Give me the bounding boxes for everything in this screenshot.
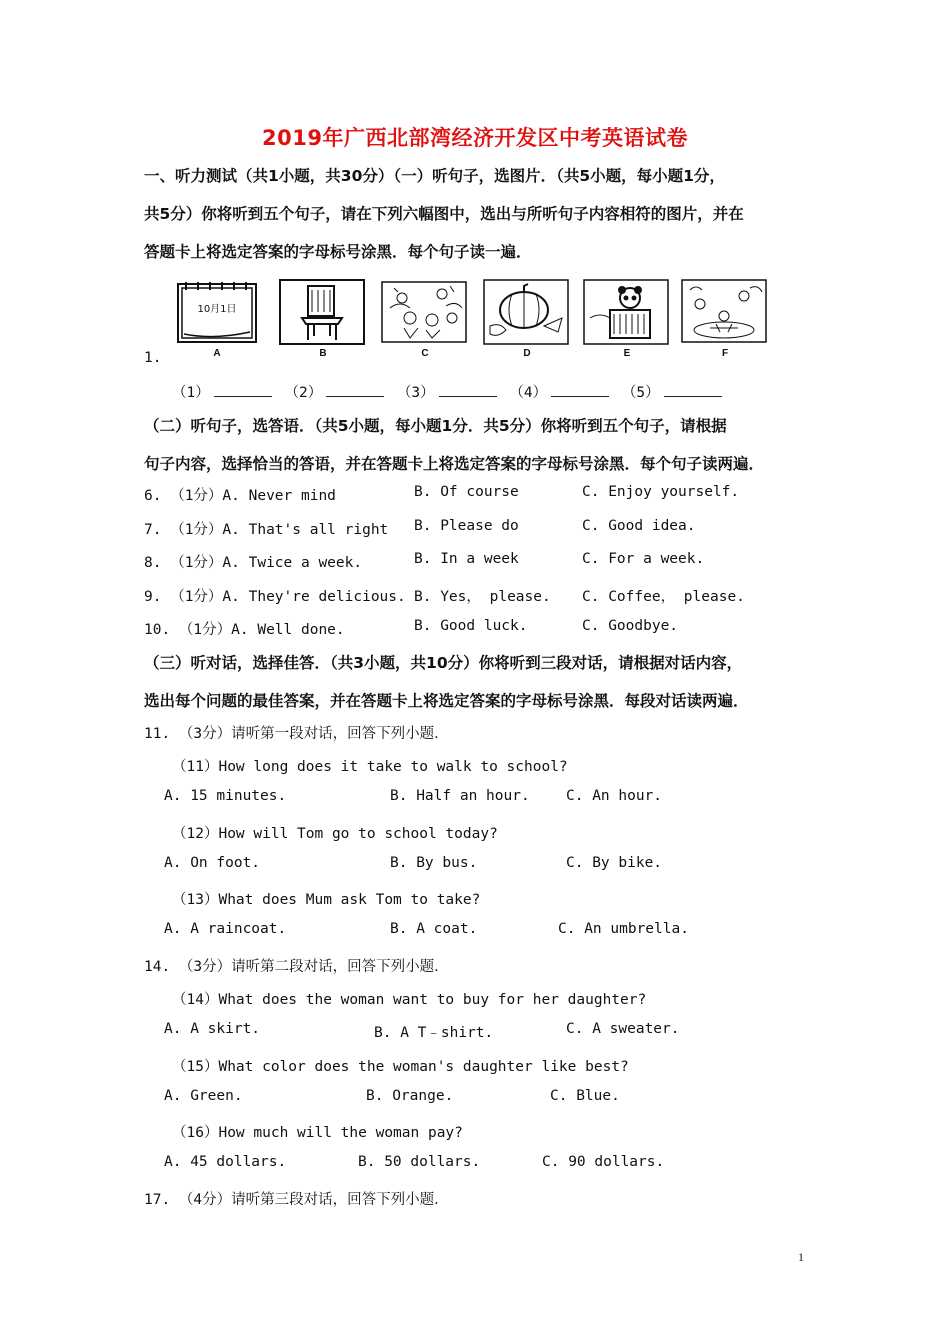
q14-2-option-a: A. Green.: [164, 1088, 243, 1104]
q14-3-option-a: A. 45 dollars.: [164, 1154, 287, 1170]
question-6: 6. （1分）A. Never mind: [144, 488, 336, 504]
q11-3-option-a: A. A raincoat.: [164, 921, 287, 937]
question-1-number: 1.: [144, 350, 162, 366]
picture-b-chair: [278, 278, 368, 346]
question-7-option-c: C. Good idea.: [582, 518, 696, 534]
section2-line-1: （二）听句子，选答语．（共5小题，每小题1分．共5分）你将听到五个句子，请根据: [144, 417, 727, 435]
picture-c-children: [380, 278, 470, 346]
exam-title: 2019年广西北部湾经济开发区中考英语试卷: [262, 126, 688, 150]
answer-blanks: [172, 381, 726, 402]
question-14: 14. （3分）请听第二段对话，回答下列小题．: [144, 959, 449, 975]
blank-5[interactable]: [664, 384, 722, 397]
section1-line-3: 答题卡上将选定答案的字母标号涂黑．每个句子读一遍．: [144, 243, 532, 261]
question-7-option-b: B. Please do: [414, 518, 519, 534]
q11-1-option-c: C. An hour.: [566, 788, 663, 804]
question-11-sub-1: （11）How long does it take to walk to school?: [172, 759, 568, 775]
blank-3[interactable]: [439, 384, 497, 397]
q14-1-option-a: A. A skirt.: [164, 1021, 261, 1037]
picture-label-a: A: [213, 348, 221, 359]
question-9-option-c: C. Coffee， please.: [582, 589, 745, 605]
section3-line-2: 选出每个问题的最佳答案，并在答题卡上将选定答案的字母标号涂黑．每段对话读两遍．: [144, 692, 749, 710]
question-9: 9. （1分）A. They're delicious.: [144, 589, 406, 605]
q14-3-option-c: C. 90 dollars.: [542, 1154, 665, 1170]
q11-3-option-b: B. A coat.: [390, 921, 478, 937]
q11-1-option-b: B. Half an hour.: [390, 788, 530, 804]
blank-label-3: （3）: [396, 385, 435, 401]
q11-2-option-b: B. By bus.: [390, 855, 478, 871]
q14-3-option-b: B. 50 dollars.: [358, 1154, 481, 1170]
blank-1[interactable]: [214, 384, 272, 397]
question-17: 17. （4分）请听第三段对话，回答下列小题．: [144, 1192, 449, 1208]
picture-d-pumpkin: [482, 278, 572, 346]
section1-line-2: 共5分）你将听到五个句子，请在下列六幅图中，选出与所听句子内容相符的图片，并在: [144, 205, 744, 223]
picture-f-picnic: [680, 278, 770, 346]
question-10-option-c: C. Goodbye.: [582, 618, 679, 634]
question-7: 7. （1分）A. That's all right: [144, 522, 389, 538]
blank-2[interactable]: [326, 384, 384, 397]
question-14-sub-2: （15）What color does the woman's daughter like best?: [172, 1059, 629, 1075]
question-8: 8. （1分）A. Twice a week.: [144, 555, 363, 571]
question-10: 10. （1分）A. Well done.: [144, 622, 345, 638]
q14-2-option-b: B. Orange.: [366, 1088, 454, 1104]
q11-3-option-c: C. An umbrella.: [558, 921, 689, 937]
question-11: 11. （3分）请听第一段对话，回答下列小题．: [144, 726, 449, 742]
blank-label-2: （2）: [284, 385, 323, 401]
q14-1-option-b: B. A T﹣shirt.: [374, 1025, 494, 1041]
q11-2-option-c: C. By bike.: [566, 855, 663, 871]
picture-label-f: F: [721, 348, 729, 359]
question-14-sub-3: （16）How much will the woman pay?: [172, 1125, 463, 1141]
picture-e-panda: [582, 278, 672, 346]
q11-1-option-a: A. 15 minutes.: [164, 788, 287, 804]
calendar-date-text: 10月1日: [197, 304, 237, 315]
blank-label-5: （5）: [621, 385, 660, 401]
question-14-sub-1: （14）What does the woman want to buy for her daughter?: [172, 992, 647, 1008]
section2-line-2: 句子内容，选择恰当的答语，并在答题卡上将选定答案的字母标号涂黑．每个句子读两遍．: [144, 455, 765, 473]
picture-label-e: E: [623, 348, 631, 359]
picture-label-c: C: [421, 348, 429, 359]
page-number: 1: [798, 1250, 804, 1264]
question-9-option-b: B. Yes， please.: [414, 589, 551, 605]
section3-line-1: （三）听对话，选择佳答．（共3小题，共10分）你将听到三段对话，请根据对话内容，: [144, 654, 743, 672]
question-10-option-b: B. Good luck.: [414, 618, 528, 634]
q11-2-option-a: A. On foot.: [164, 855, 261, 871]
question-6-option-b: B. Of course: [414, 484, 519, 500]
question-11-sub-3: （13）What does Mum ask Tom to take?: [172, 892, 481, 908]
question-8-option-c: C. For a week.: [582, 551, 705, 567]
question-6-option-c: C. Enjoy yourself.: [582, 484, 740, 500]
blank-label-1: （1）: [172, 385, 210, 401]
picture-label-d: D: [523, 348, 531, 359]
question-8-option-b: B. In a week: [414, 551, 519, 567]
picture-label-b: B: [319, 348, 327, 359]
q14-1-option-c: C. A sweater.: [566, 1021, 680, 1037]
blank-4[interactable]: [551, 384, 609, 397]
blank-label-4: （4）: [509, 385, 548, 401]
picture-a-calendar: [172, 278, 262, 346]
q14-2-option-c: C. Blue.: [550, 1088, 620, 1104]
question-11-sub-2: （12）How will Tom go to school today?: [172, 826, 498, 842]
section1-line-1: 一、听力测试（共1小题，共30分）（一）听句子，选图片．（共5小题，每小题1分，: [144, 167, 725, 185]
